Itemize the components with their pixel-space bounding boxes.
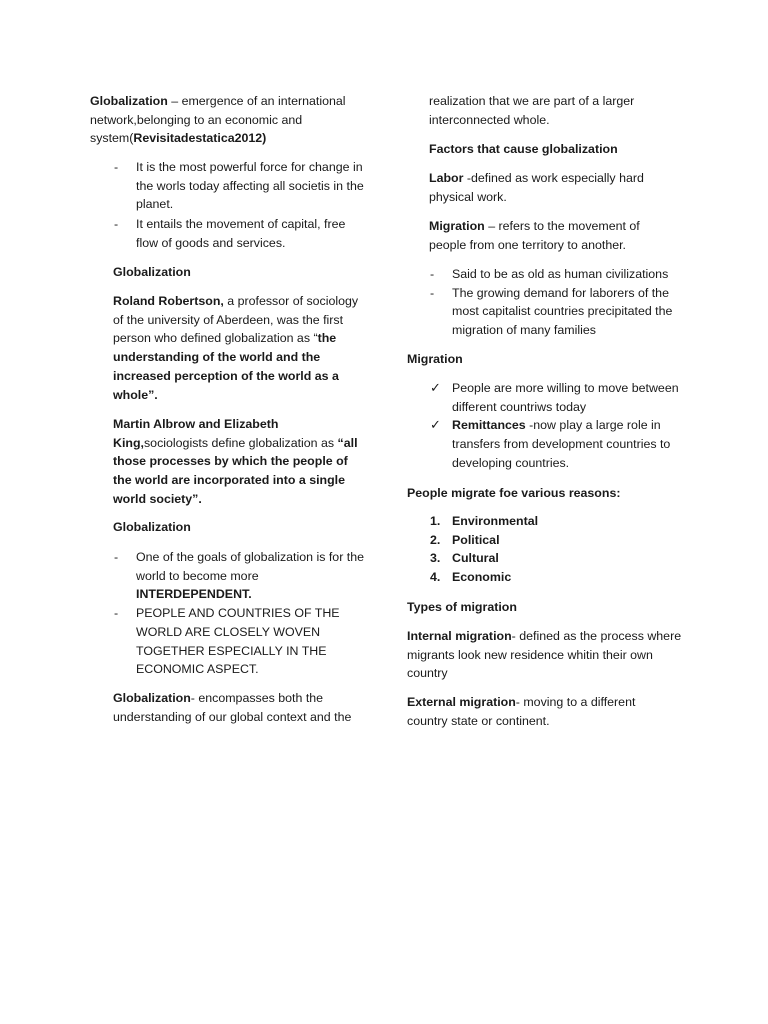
reasons-heading: People migrate foe various reasons: bbox=[407, 486, 621, 500]
name-albrow-king: Martin Albrow and Elizabeth King, bbox=[113, 417, 279, 450]
factors-heading: Factors that cause globalization bbox=[429, 142, 618, 156]
migration-heading: Migration bbox=[407, 352, 463, 366]
dash-marker: - bbox=[114, 550, 119, 564]
term-globalization: Globalization bbox=[113, 691, 191, 705]
term-globalization: Globalization bbox=[90, 94, 168, 108]
interdependent-emphasis: INTERDEPENDENT. bbox=[136, 587, 252, 602]
list-number: 2. bbox=[430, 532, 441, 547]
list-number: 3. bbox=[430, 551, 441, 566]
list-item: 2. Political bbox=[452, 531, 672, 550]
list-item: - The growing demand for laborers of the most capitalist countries precipitated the migration of many families bbox=[430, 285, 673, 338]
interdependence-bullet-list bbox=[114, 548, 368, 679]
list-item: - PEOPLE AND COUNTRIES OF THE WORLD ARE CLOSELY WOVEN TOGETHER ESPECIALLY IN THE ECONOMIC ASPECT. bbox=[114, 606, 340, 677]
list-item: - One of the goals of globalization is for the world to become more INTERDEPENDENT. bbox=[114, 550, 364, 602]
reasons-numbered-list bbox=[430, 512, 672, 587]
robertson-quote: the understanding of the world and the increased perception of the world as a whole”. bbox=[113, 331, 339, 402]
term-migration: Migration bbox=[429, 219, 485, 233]
dash-marker: - bbox=[114, 160, 119, 174]
migration-bullet-list bbox=[430, 265, 688, 340]
external-migration-paragraph: External migration- moving to a different country state or continent. bbox=[407, 695, 636, 728]
list-item: 4. Economic bbox=[452, 568, 672, 587]
albrow-king-paragraph: Martin Albrow and Elizabeth King,sociologists define globalization as “all those processes by which the people of the world are incorporated into a single world society”. bbox=[113, 417, 358, 506]
list-item: - It is the most powerful force for change in the worls today affecting all societis in the planet. bbox=[114, 160, 364, 212]
dash-marker: - bbox=[114, 217, 119, 231]
list-item: 1. Environmental bbox=[452, 512, 672, 531]
checkmark-icon: ✓ bbox=[430, 417, 441, 433]
robertson-paragraph: Roland Robertson, a professor of sociology of the university of Aberdeen, was the first person who defined globalization as “the understanding of the world and the increased perception of the world as a whole”. bbox=[113, 294, 359, 402]
name-roland-robertson: Roland Robertson, bbox=[113, 294, 224, 308]
dash-marker: - bbox=[430, 267, 435, 281]
labor-definition: Labor -defined as work especially hard physical work. bbox=[429, 171, 644, 204]
term-labor: Labor bbox=[429, 171, 464, 185]
dash-marker: - bbox=[430, 285, 435, 300]
list-item: - Said to be as old as human civilizations bbox=[452, 265, 688, 284]
migration-checklist bbox=[430, 379, 688, 473]
globalization-bullet-list bbox=[114, 158, 368, 252]
migration-definition: Migration – refers to the movement of people from one territory to another. bbox=[429, 219, 640, 252]
term-external-migration: External migration bbox=[407, 695, 516, 709]
continuation-paragraph: realization that we are part of a larger interconnected whole. bbox=[429, 94, 635, 127]
types-heading: Types of migration bbox=[407, 600, 517, 614]
source-citation: Revisitadestatica2012) bbox=[133, 131, 267, 146]
globalization-encompasses-paragraph: Globalization- encompasses both the understanding of our global context and the bbox=[113, 691, 352, 724]
term-remittances: Remittances bbox=[452, 418, 526, 433]
list-number: 4. bbox=[430, 570, 441, 585]
list-item: - It entails the movement of capital, free flow of goods and services. bbox=[114, 217, 346, 250]
dash-marker: - bbox=[114, 606, 119, 621]
term-internal-migration: Internal migration bbox=[407, 629, 512, 643]
albrow-king-quote: “all those processes by which the people of the world are incorporated into a single world society”. bbox=[113, 435, 358, 506]
section-heading: Globalization bbox=[113, 265, 191, 279]
list-item: ✓ Remittances -now play a large role in transfers from development countries to developing countries. bbox=[430, 417, 671, 470]
list-number: 1. bbox=[430, 514, 441, 528]
globalization-definition: Globalization – emergence of an international network,belonging to an economic and system(Revisitadestatica2012) bbox=[90, 94, 346, 146]
list-item: ✓ People are more willing to move between different countriws today bbox=[430, 380, 679, 414]
internal-migration-paragraph: Internal migration- defined as the process where migrants look new residence whitin their own country bbox=[407, 629, 682, 681]
checkmark-icon: ✓ bbox=[430, 380, 441, 395]
list-item: 3. Cultural bbox=[452, 549, 672, 568]
section-heading: Globalization bbox=[113, 520, 191, 534]
